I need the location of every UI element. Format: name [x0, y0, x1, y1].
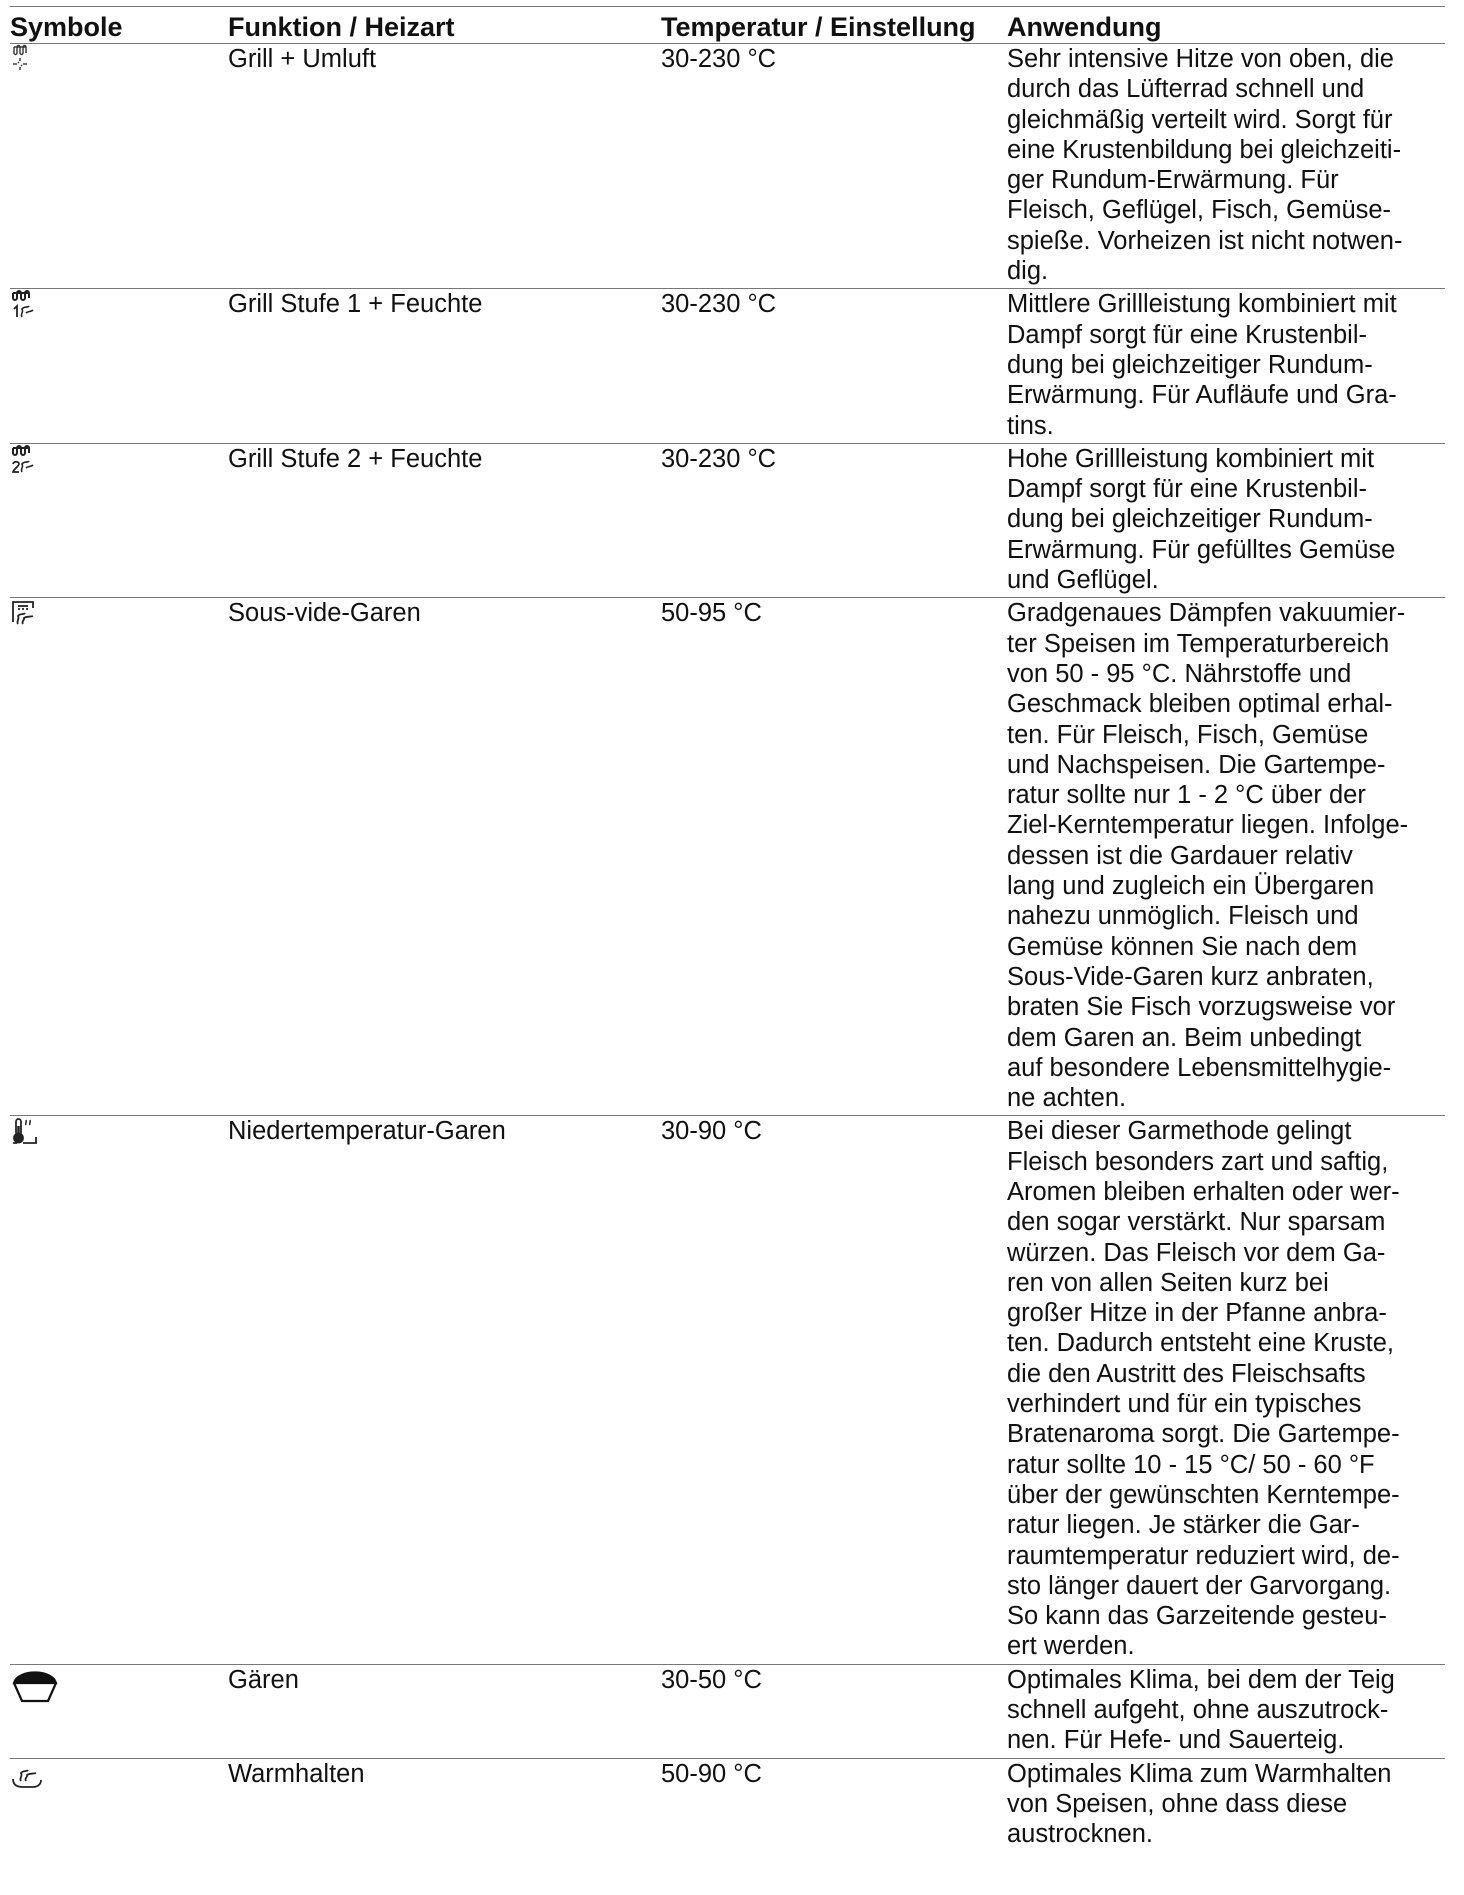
grill-level-2-steam-icon [10, 444, 54, 488]
proofing-bowl-icon [10, 1665, 60, 1705]
temperature-cell: 30-230 °C [661, 443, 1007, 597]
table-row [10, 598, 1445, 1116]
function-cell: Sous-vide-Garen [228, 598, 661, 1116]
low-temperature-icon [10, 1116, 54, 1160]
function-cell: Warmhalten [228, 1759, 365, 1788]
table-row [10, 443, 1445, 597]
grill-convection-icon [10, 44, 54, 88]
application-cell: Mittlere Grillleistung kombiniert mit Dampf sorgt für eine Krustenbil- dung bei gleichzeitiger Rundum- Erwärmung. Für Aufläufe und Gra- tins. [1007, 289, 1445, 443]
table-row [10, 1116, 1445, 1664]
temperature-cell: 50-90 °C [661, 1759, 762, 1788]
header-symbol: Symbole [10, 7, 228, 44]
temperature-cell: 30-90 °C [661, 1116, 1007, 1664]
function-cell: Gären [228, 1664, 661, 1758]
application-cell: Sehr intensive Hitze von oben, die durch das Lüfterrad schnell und gleichmäßig verteilt wird. Sorgt für eine Krustenbildung bei gleichzeiti- ger Rundum-Erwärmung. Für Fleisch, Geflügel, Fisch, Gemüse- spieße. Vorheizen ist nicht notwen- dig. [1007, 44, 1445, 289]
table-row [10, 289, 1445, 443]
heating-modes-table [10, 6, 1445, 1852]
application-cell: Gradgenaues Dämpfen vakuumier- ter Speisen im Temperaturbereich von 50 - 95 °C. Nährstoffe und Geschmack bleiben optimal erhal- ten. Für Fleisch, Fisch, Gemüse und Nachspeisen. Die Gartempe- ratur sollte nur 1 - 2 °C über der Ziel-Kerntemperatur liegen. Infolge- dessen ist die Gardauer relativ lang und zugleich ein Übergaren nahezu unmöglich. Fleisch und Gemüse können Sie nach dem Sous-Vide-Garen kurz anbraten, braten Sie Fisch vorzugsweise vor dem Garen an. Beim unbedingt auf besondere Lebensmittelhygie- ne achten. [1007, 598, 1445, 1116]
application-cell: Optimales Klima zum Warmhalten von Speisen, ohne dass diese austrocknen. [1007, 1759, 1392, 1849]
header-function: Funktion / Heizart [228, 7, 661, 44]
temperature-cell: 30-230 °C [661, 289, 1007, 443]
table-row [10, 44, 1445, 289]
function-cell: Grill Stufe 1 + Feuchte [228, 289, 661, 443]
function-cell: Niedertemperatur-Garen [228, 1116, 661, 1664]
temperature-cell: 30-230 °C [661, 44, 1007, 289]
header-application: Anwendung [1007, 7, 1445, 44]
temperature-cell: 50-95 °C [661, 598, 1007, 1116]
header-temperature: Temperatur / Einstellung [661, 7, 1007, 44]
sous-vide-icon [10, 598, 54, 642]
keep-warm-icon [10, 1759, 54, 1803]
table-header-row [10, 7, 1445, 44]
temperature-cell: 30-50 °C [661, 1664, 1007, 1758]
table-row [10, 1664, 1445, 1758]
table-row [10, 1758, 1445, 1851]
application-cell: Hohe Grillleistung kombiniert mit Dampf sorgt für eine Krustenbil- dung bei gleichzeitiger Rundum- Erwärmung. Für gefülltes Gemüse und Geflügel. [1007, 443, 1445, 597]
application-cell: Optimales Klima, bei dem der Teig schnell aufgeht, ohne auszutrock- nen. Für Hefe- und Sauerteig. [1007, 1664, 1445, 1758]
grill-level-1-steam-icon [10, 289, 54, 333]
function-cell: Grill + Umluft [228, 44, 661, 289]
application-cell: Bei dieser Garmethode gelingt Fleisch besonders zart und saftig, Aromen bleiben erhalten oder wer- den sogar verstärkt. Nur sparsam würzen. Das Fleisch vor dem Ga- ren von allen Seiten kurz bei großer Hitze in der Pfanne anbra- ten. Dadurch entsteht eine Kruste, die den Austritt des Fleischsafts verhindert und für ein typisches Bratenaroma sorgt. Die Gartempe- ratur sollte 10 - 15 °C/ 50 - 60 °F über der gewünschten Kerntempe- ratur liegen. Je stärker die Gar- raumtemperatur reduziert wird, de- sto länger dauert der Garvorgang. So kann das Garzeitende gesteu- ert werden. [1007, 1116, 1445, 1664]
function-cell: Grill Stufe 2 + Feuchte [228, 443, 661, 597]
